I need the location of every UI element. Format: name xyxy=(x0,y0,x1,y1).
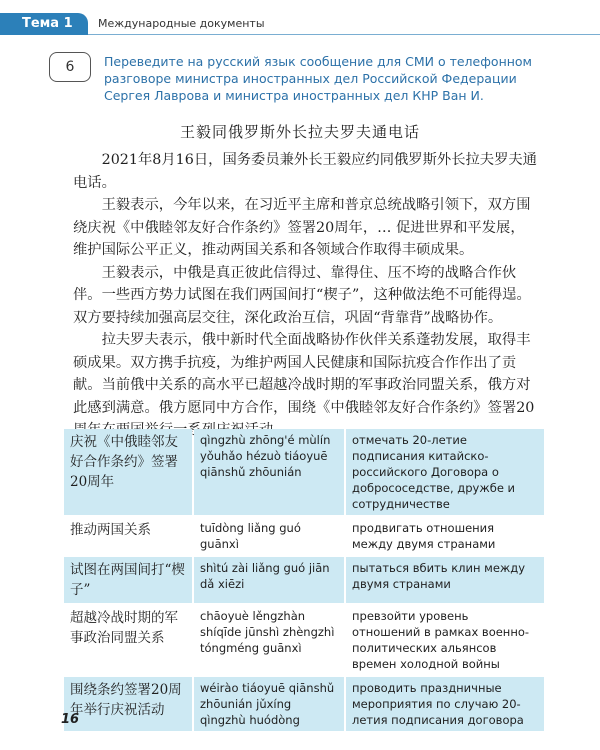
vocab-chinese: 围绕条约签署20周年举行庆祝活动 xyxy=(64,677,192,731)
vocab-russian: продвигать отношения между двумя странами xyxy=(352,521,496,551)
paragraph: 2021年8月16日，国务委员兼外长王毅应约同俄罗斯外长拉夫罗夫通电话。 xyxy=(73,152,537,191)
vocab-row xyxy=(64,677,546,731)
vocab-chinese: 试图在两国间打“楔子” xyxy=(64,557,192,603)
paragraph: 王毅表示，中俄是真正彼此信得过、靠得住、压不垮的战略合作伙伴。一些西方势力试图在我们两国间打“楔子”，这种做法绝不可能得逞。双方要持续加强高层交往，深化政治互信，巩固“背靠背”战略协作。 xyxy=(73,264,531,326)
vocab-russian: проводить праздничные мероприятия по случаю 20-летия подписания договора xyxy=(346,677,544,731)
paragraph: 王毅表示，今年以来，在习近平主席和普京总统战略引领下，双方围绕庆祝《中俄睦邻友好合作条约》签署20周年，… 促进世界和平发展，维护国际公平正义，推动两国关系和各领域合作取得丰硕成果。 xyxy=(73,197,531,258)
topic-label: Тема 1 xyxy=(22,16,73,31)
vocab-pinyin: qìngzhù zhōng'é mùlín yǒuhǎo hézuò tiáoyuē qiānshǔ zhōunián xyxy=(194,429,344,515)
document-body xyxy=(73,149,538,442)
page-header xyxy=(0,13,600,35)
task-number-badge: 6 xyxy=(49,52,91,82)
vocab-chinese: 推动两国关系 xyxy=(70,522,151,538)
document-title: 王毅同俄罗斯外长拉夫罗夫通电话 xyxy=(179,123,420,141)
vocab-pinyin: shìtú zài liǎng guó jiān dǎ xiēzi xyxy=(194,557,344,603)
vocab-russian: пытаться вбить клин между двумя странами xyxy=(346,557,544,603)
vocab-russian: превзойти уровень отношений в рамках военно-политических альянсов времен холодной войны xyxy=(352,609,530,671)
paragraph: 拉夫罗夫表示，俄中新时代全面战略协作伙伴关系蓬勃发展，取得丰硕成果。双方携手抗疫，为维护两国人民健康和国际抗疫合作作出了贡献。当前俄中关系的高水平已超越冷战时期的军事政治同盟关系，俄方对此感到满意。俄方愿同中方合作，围绕《中俄睦邻友好合作条约》签署20 xyxy=(73,332,535,416)
vocab-pinyin: tuīdòng liǎng guó guānxì xyxy=(200,521,301,551)
vocab-pinyin: wéirào tiáoyuē qiānshǔ zhōunián jǔxíng qìngzhù huódòng xyxy=(194,677,344,731)
task-instruction: Переведите на русский язык сообщение для СМИ о телефонном разговоре министра иностранных дел Российской Федерации Сергея Лаврова и министра иностранных дел КНР Ван И. xyxy=(104,54,532,103)
vocab-row xyxy=(64,605,546,675)
vocab-row xyxy=(64,517,546,555)
vocab-row xyxy=(64,557,546,603)
page-number: 16 xyxy=(61,712,80,727)
vocab-chinese: 超越冷战时期的军事政治同盟关系 xyxy=(70,610,178,646)
vocab-chinese: 庆祝《中俄睦邻友好合作条约》签署20周年 xyxy=(64,429,192,515)
vocab-row xyxy=(64,429,546,515)
section-title: Международные документы xyxy=(98,17,265,30)
header-divider xyxy=(88,34,600,35)
vocabulary-table xyxy=(64,429,546,733)
vocab-pinyin: chāoyuè lěngzhàn shíqīde jūnshì zhèngzhì tóngméng guānxì xyxy=(200,609,335,655)
vocab-russian: отмечать 20-летие подписания китайско-российского Договора о добрососедстве, дружбе и сотрудничестве xyxy=(346,429,544,515)
